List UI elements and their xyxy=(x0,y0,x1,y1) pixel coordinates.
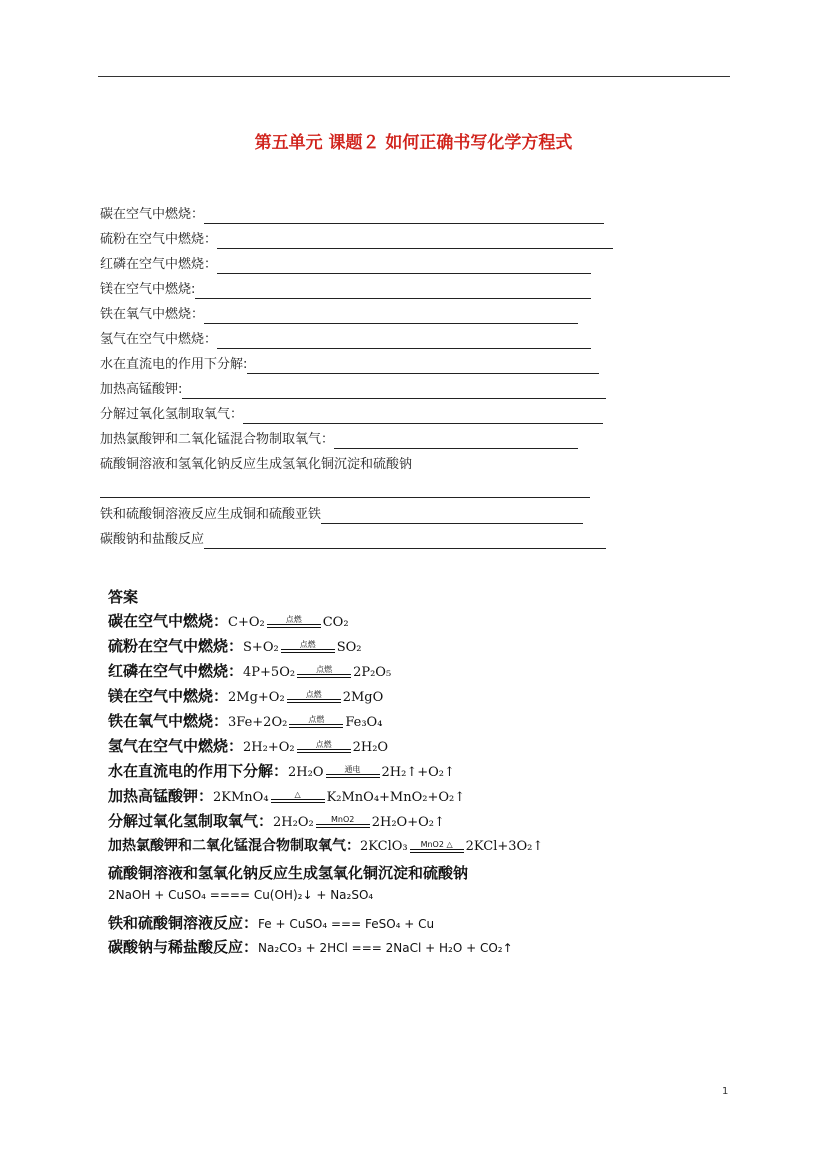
carbonate-answer: 碳酸钠与稀盐酸反应：Na₂CO₃ + 2HCl === 2NaCl + H₂O + CO₂↑ xyxy=(108,938,513,956)
question-1: 碳在空气中燃烧： xyxy=(100,206,604,224)
answer-line[interactable] xyxy=(217,259,591,274)
answer-line[interactable] xyxy=(217,334,591,349)
answer-line[interactable] xyxy=(100,496,590,498)
question-3: 红磷在空气中燃烧： xyxy=(100,256,591,274)
page-number: 1 xyxy=(722,1086,729,1097)
question-11: 硫酸铜溶液和氢氧化钠反应生成氢氧化铜沉淀和硫酸钠 xyxy=(100,457,413,472)
question-8: 加热高锰酸钾: xyxy=(100,381,606,399)
answer-item: 氢气在空气中燃烧：2H₂+O₂ 点燃 2H₂O xyxy=(108,737,389,755)
question-6: 氢气在空气中燃烧： xyxy=(100,331,591,349)
answer-line[interactable] xyxy=(204,534,606,549)
header-rule xyxy=(98,76,730,77)
question-2: 硫粉在空气中燃烧： xyxy=(100,231,613,249)
answer-line[interactable] xyxy=(247,359,599,374)
answer-line[interactable] xyxy=(195,284,591,299)
answer-item: 碳在空气中燃烧：C+O₂ 点燃 CO₂ xyxy=(108,612,349,630)
question-10: 加热氯酸钾和二氧化锰混合物制取氧气： xyxy=(100,431,578,449)
answer-line[interactable] xyxy=(217,234,613,249)
answers-heading: 答案 xyxy=(108,588,139,606)
question-13: 碳酸钠和盐酸反应 xyxy=(100,531,606,549)
answer-item: 硫粉在空气中燃烧：S+O₂ 点燃 SO₂ xyxy=(108,637,362,655)
answer-line[interactable] xyxy=(321,509,583,524)
question-9: 分解过氧化氢制取氧气： xyxy=(100,406,603,424)
answer-line[interactable] xyxy=(334,434,578,449)
answer-item: 红磷在空气中燃烧：4P+5O₂ 点燃 2P₂O₅ xyxy=(108,662,392,680)
question-12: 铁和硫酸铜溶液反应生成铜和硫酸亚铁 xyxy=(100,506,583,524)
question-7: 水在直流电的作用下分解: xyxy=(100,356,599,374)
answer-line[interactable] xyxy=(204,209,604,224)
question-5: 铁在氧气中燃烧： xyxy=(100,306,578,324)
answer-item: 加热高锰酸钾：2KMnO₄ △ K₂MnO₄+MnO₂+O₂↑ xyxy=(108,787,466,805)
answer-line[interactable] xyxy=(243,409,603,424)
answer-item: 镁在空气中燃烧：2Mg+O₂ 点燃 2MgO xyxy=(108,687,384,705)
answer-item: 水在直流电的作用下分解：2H₂O 通电 2H₂↑+O₂↑ xyxy=(108,762,455,780)
iron-answer: 铁和硫酸铜溶液反应：Fe + CuSO₄ === FeSO₄ + Cu xyxy=(108,914,435,932)
question-4: 镁在空气中燃烧: xyxy=(100,281,591,299)
page-title: 第五单元 课题２ 如何正确书写化学方程式 xyxy=(254,133,573,153)
sulfate-equation: 2NaOH + CuSO₄ ==== Cu(OH)₂↓ + Na₂SO₄ xyxy=(108,888,374,902)
answer-item: 加热氯酸钾和二氧化锰混合物制取氧气：2KClO₃ MnO2 △ 2KCl+3O₂↑ xyxy=(108,838,544,854)
answer-line[interactable] xyxy=(182,384,606,399)
answer-item: 分解过氧化氢制取氧气：2H₂O₂ MnO2 2H₂O+O₂↑ xyxy=(108,812,445,830)
answer-item: 铁在氧气中燃烧：3Fe+2O₂ 点燃 Fe₃O₄ xyxy=(108,712,383,730)
sulfate-label: 硫酸铜溶液和氢氧化钠反应生成氢氧化铜沉淀和硫酸钠 xyxy=(108,864,469,882)
answer-line[interactable] xyxy=(204,309,578,324)
